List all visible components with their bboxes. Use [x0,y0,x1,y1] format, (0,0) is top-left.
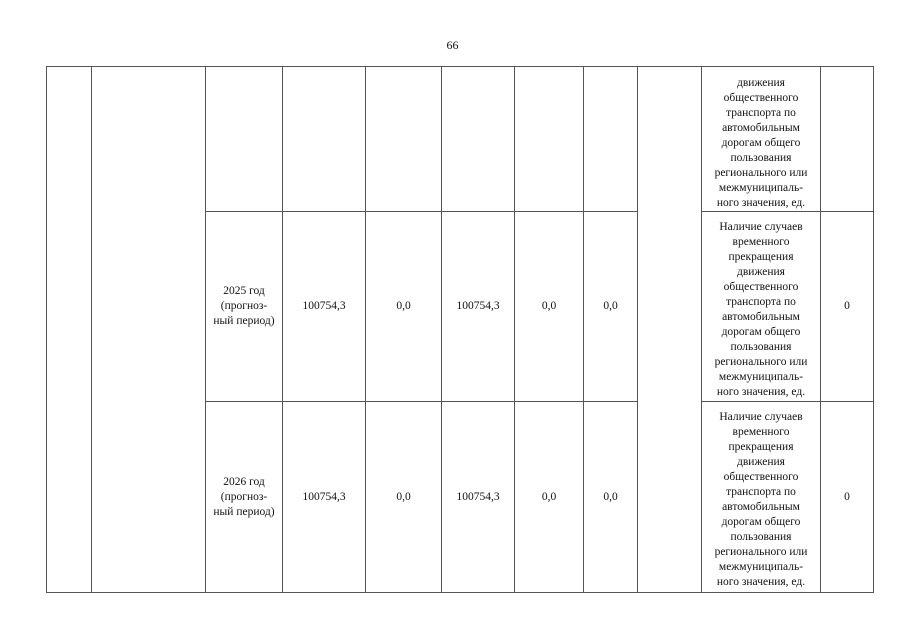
indicator-line: дорогам общего [721,326,801,338]
indicator-line: общественного [723,471,799,483]
indicator-line: движения [737,266,785,278]
value-cell: 100754,3 [442,402,515,593]
value-cell: 100754,3 [283,212,366,402]
indicator-line: Наличие случаев [719,411,803,423]
indicator-line: регионального или [714,356,808,368]
indicator-line: общественного [723,281,799,293]
executor-cell [638,67,702,593]
value-cell: 0,0 [584,212,638,402]
value-cell: 0,0 [515,402,584,593]
indicator-line: общественного [723,92,799,104]
year-line: 2025 год [223,285,265,297]
indicator-value-cell: 0 [821,212,874,402]
indicator-line: межмуниципаль- [718,561,804,573]
value-cell: 0,0 [366,402,442,593]
indicator-line: временного [732,426,790,438]
indicator-line: автомобильным [722,122,800,134]
indicator-line: прекращения [728,251,794,263]
value-cell [515,67,584,212]
year-line: (прогноз- [220,490,268,503]
indicator-cell [702,402,821,593]
value-cell [584,67,638,212]
indicator-line: регионального или [714,546,808,558]
indicator-line: автомобильным [722,501,800,513]
year-line: ный период) [213,315,275,327]
name-cell [92,67,206,593]
indicator-line: дорогам общего [721,516,801,528]
indicator-line: транспорта по [726,296,796,308]
indicator-line: автомобильным [722,311,800,323]
indicator-line: пользования [730,341,792,353]
indicator-cell [702,67,821,212]
indicator-line: Наличие случаев [719,221,803,233]
indicator-line: транспорта по [726,486,796,498]
indicator-line: ного значения, ед. [716,197,806,209]
table-row [47,67,874,212]
value-cell: 0,0 [584,402,638,593]
indicator-line: ного значения, ед. [716,576,806,588]
year-cell [206,212,283,402]
year-cell [206,402,283,593]
year-cell [206,67,283,212]
indicator-value-cell: 0 [821,402,874,593]
page-number: 66 [446,38,459,52]
indicator-line: межмуниципаль- [718,182,804,194]
indicator-line: пользования [730,531,792,543]
year-line: 2026 год [223,475,265,488]
value-cell: 0,0 [515,212,584,402]
indicator-line: движения [737,456,785,468]
program-table [46,66,874,593]
value-cell: 100754,3 [442,212,515,402]
indicator-value-cell [821,67,874,212]
indicator-line: регионального или [714,167,808,179]
year-line: (прогноз- [220,300,268,312]
indicator-line: прекращения [728,441,794,453]
value-cell [283,67,366,212]
indicator-line: пользования [730,152,792,164]
indicator-line: межмуниципаль- [718,371,804,383]
value-cell [366,67,442,212]
indicator-cell [702,212,821,402]
indicator-line: ного значения, ед. [716,386,806,398]
value-cell [442,67,515,212]
indicator-line: дорогам общего [721,137,801,149]
value-cell: 100754,3 [283,402,366,593]
indicator-line: временного [732,236,790,248]
indicator-line: транспорта по [726,107,796,119]
number-cell [47,67,92,593]
value-cell: 0,0 [366,212,442,402]
indicator-line: движения [737,77,785,89]
year-line: ный период) [213,505,275,518]
